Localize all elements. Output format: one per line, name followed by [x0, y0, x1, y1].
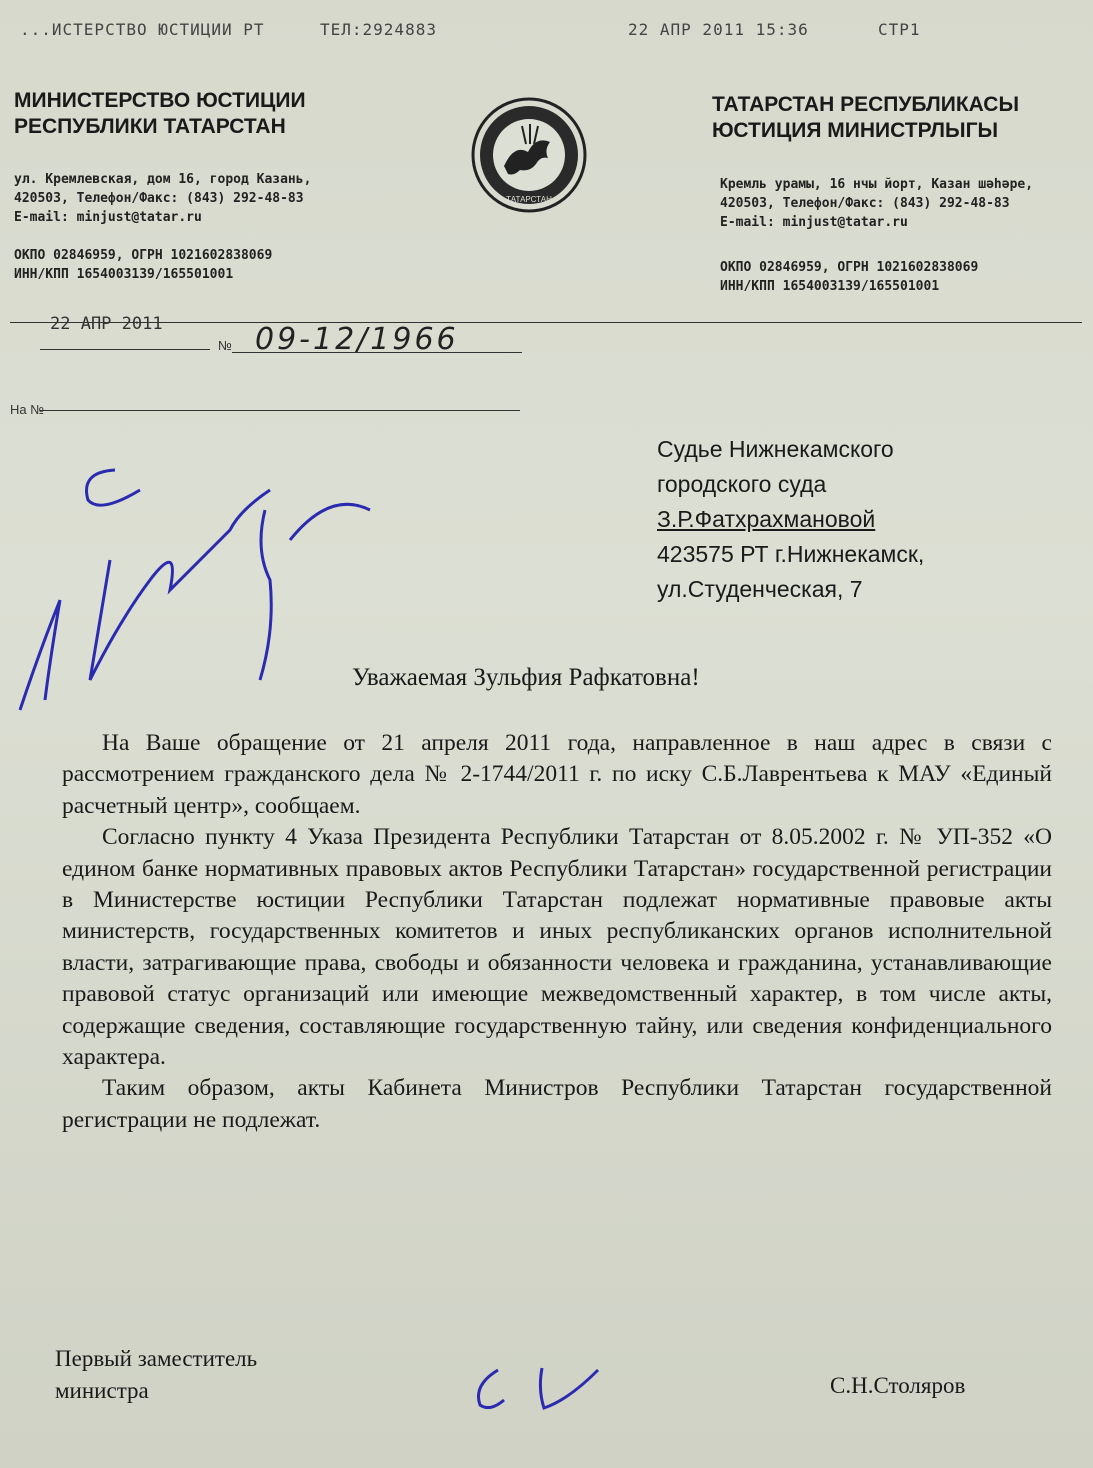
reference-label: На №	[10, 402, 45, 417]
number-underline	[232, 352, 522, 353]
fax-page: СТР1	[878, 20, 921, 39]
signer-name: С.Н.Столяров	[830, 1373, 966, 1398]
header-divider	[10, 322, 1082, 323]
number-label: №	[218, 338, 232, 353]
greeting: Уважаемая Зульфия Рафкатовна!	[352, 664, 700, 691]
fax-phone: ТЕЛ:2924883	[320, 20, 437, 39]
registration-date: 22 АПР 2011	[50, 314, 163, 334]
fax-sender: ...ИСТЕРСТВО ЮСТИЦИИ РТ	[20, 20, 265, 39]
fax-datetime: 22 АПР 2011 15:36	[628, 20, 809, 39]
tatarstan-emblem-icon	[470, 96, 588, 214]
registration-number: 09-12/1966	[255, 322, 459, 357]
signature-handwriting	[468, 1360, 628, 1420]
ministry-name-tt: ТАТАРСТАН РЕСПУБЛИКАСЫ ЮСТИЦИЯ МИНИСТРЛЫГЫ	[712, 93, 1020, 142]
recipient-name: З.Р.Фатхрахмановой	[657, 506, 876, 532]
body-paragraph-2: Согласно пункту 4 Указа Президента Республики Татарстан от 8.05.2002 г. № УП-352 «О едином банке нормативных правовых актов Республики Татарстан» государственной регистрации в Министерстве юстиции Республики Татарстан подлежат нормативные правовые акты министерств, государственных комитетов и иных республиканских органов исполнительной власти, затрагивающие права, свободы и обязанности человека и гражданина, устанавливающие правовой статус организаций или имеющие межведомственный характер, в том числе акты, содержащие сведения, составляющие государственную тайну, или сведения конфиденциального характера.	[62, 824, 1052, 1071]
signer-position: Первый заместитель министра	[55, 1346, 258, 1403]
resolution-handwriting	[0, 450, 400, 750]
ministry-address-ru: ул. Кремлевская, дом 16, город Казань, 420503, Телефон/Факс: (843) 292-48-83 E-mail: minjust@tatar.ru	[14, 172, 312, 225]
emblem-ring-text: ТАТАРСТАН	[506, 195, 552, 204]
ministry-codes-ru: ОКПО 02846959, ОГРН 1021602838069 ИНН/КПП 1654003139/165501001	[14, 248, 273, 282]
letter-body	[62, 728, 1052, 1136]
ministry-name-ru: МИНИСТЕРСТВО ЮСТИЦИИ РЕСПУБЛИКИ ТАТАРСТАН	[14, 89, 306, 138]
ministry-codes-tt: ОКПО 02846959, ОГРН 1021602838069 ИНН/КПП 1654003139/165501001	[720, 260, 979, 294]
date-underline	[40, 349, 210, 350]
ministry-address-tt: Кремль урамы, 16 нчы йорт, Казан шәһәре, 420503, Телефон/Факс: (843) 292-48-83 E-mail: minjust@tatar.ru	[720, 177, 1034, 230]
fax-header	[20, 20, 1073, 42]
reference-underline	[40, 410, 520, 411]
body-paragraph-1: На Ваше обращение от 21 апреля 2011 года, направленное в наш адрес в связи с рассмотрением гражданского дела № 2-1744/2011 г. по иску С.Б.Лаврентьева к МАУ «Единый расчетный центр», сообщаем.	[62, 730, 1052, 819]
body-paragraph-3: Таким образом, акты Кабинета Министров Республики Татарстан государственной регистрации не подлежат.	[62, 1075, 1052, 1133]
recipient-block: Судье Нижнекамского городского суда З.Р.Фатхрахмановой 423575 РТ г.Нижнекамск, ул.Студенческая, 7	[657, 436, 925, 602]
